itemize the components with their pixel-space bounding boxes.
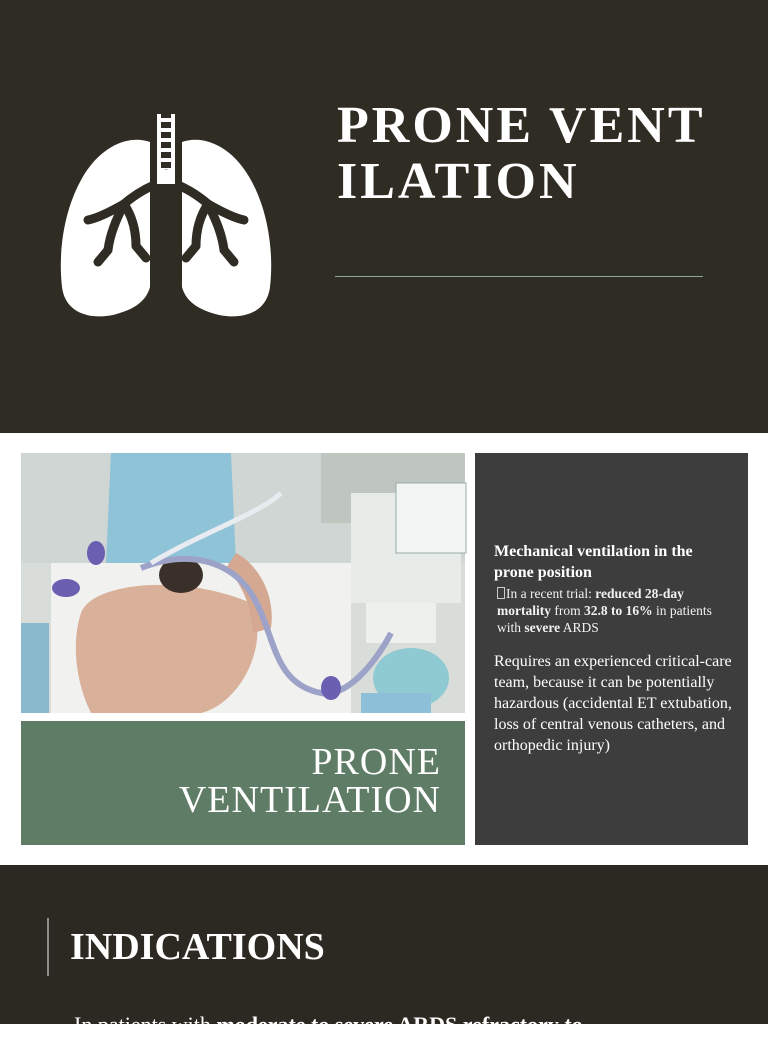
photo-illustration — [21, 453, 465, 713]
slide-title: PRONE VENTILATION — [337, 97, 706, 210]
section-title — [179, 743, 441, 819]
info-heading: Mechanical ventilation in the prone position — [494, 543, 693, 581]
bullet-suffix: ARDS — [560, 620, 599, 635]
prone-position-photo — [21, 453, 465, 713]
indications-body-strong: moderate to severe ARDS refractory to — [216, 1012, 583, 1037]
indications-body-prefix: In patients with — [74, 1012, 217, 1037]
trial-bullet — [497, 585, 737, 636]
bullet-strong-percent: 32.8 to 16% — [583, 603, 653, 618]
bullet-strong-mortality: reduced 28-day mortality — [497, 586, 684, 618]
indications-title: INDICATIONS — [70, 926, 325, 968]
indications-body — [74, 1011, 583, 1039]
bullet-icon — [497, 587, 505, 599]
title-slide — [0, 0, 768, 433]
bullet-mid-1: from — [550, 603, 584, 618]
title-accent-bar — [47, 918, 49, 976]
bullet-strong-severe: severe — [524, 620, 561, 635]
lungs-icon — [58, 112, 274, 322]
section-title-line-2: VENTILATION — [178, 779, 441, 821]
bullet-prefix: In a recent trial: — [506, 586, 596, 601]
section-title-line-1: PRONE — [311, 741, 441, 783]
info-panel — [475, 453, 748, 845]
bullet-mid-2: in patients with — [497, 603, 712, 635]
indications-slide — [0, 865, 768, 1037]
content-slide — [0, 433, 768, 865]
section-title-box — [21, 721, 465, 845]
info-paragraph: Requires an experienced critical-care team, because it can be potentially hazardous (accidental ET extubation, loss of central venous catheters, and orthopedic injury) — [494, 653, 732, 754]
title-divider — [335, 276, 703, 277]
